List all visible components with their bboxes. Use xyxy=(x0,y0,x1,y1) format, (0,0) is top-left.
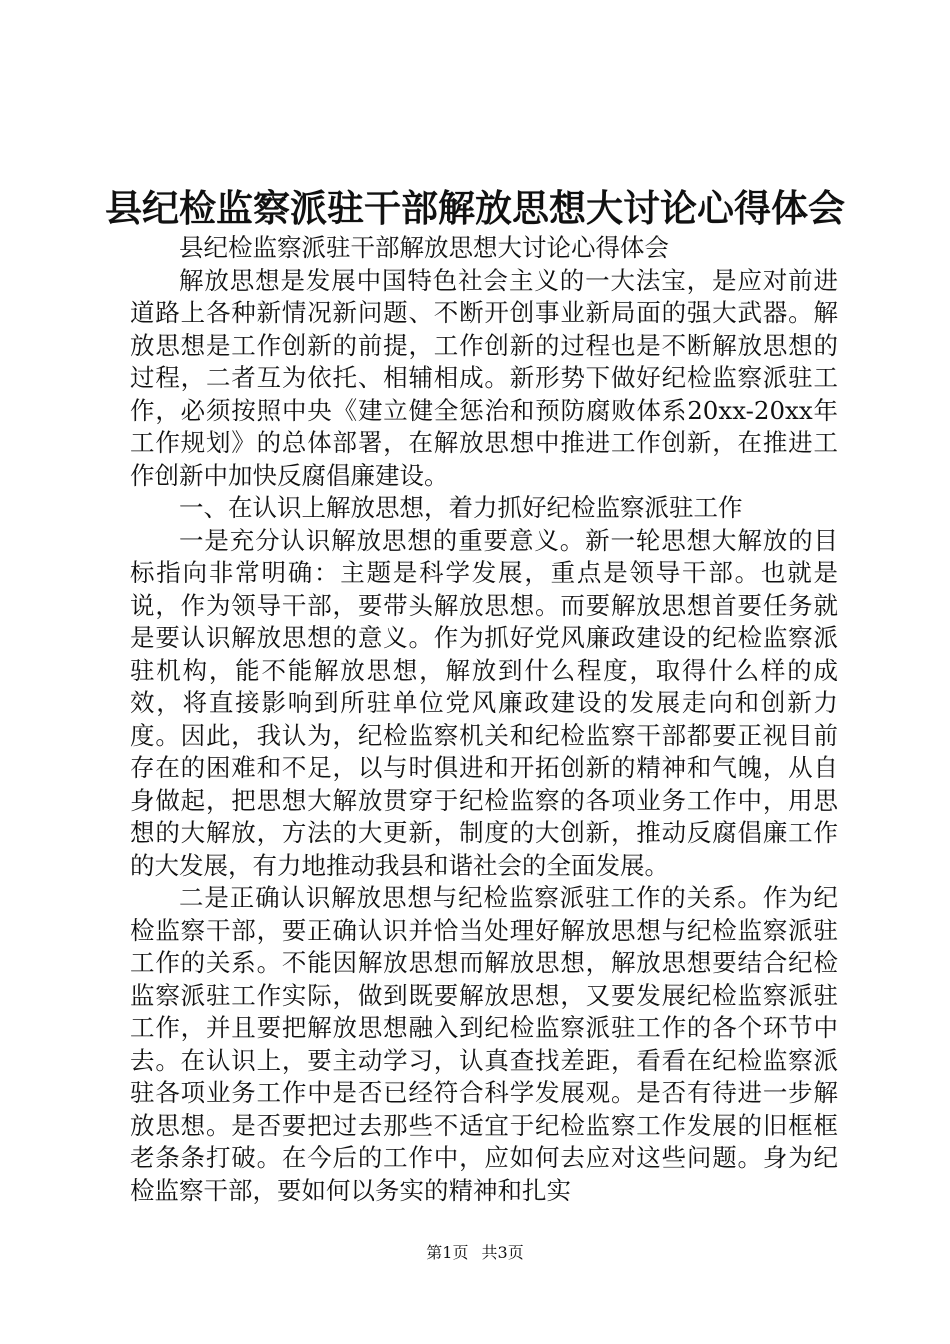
document-body xyxy=(130,232,838,1207)
page-title: 县纪检监察派驻干部解放思想大讨论心得体会 xyxy=(105,186,845,230)
body-paragraph: 二是正确认识解放思想与纪检监察派驻工作的关系。作为纪检监察干部，要正确认识并恰当处理好解放思想与纪检监察派驻工作的关系。不能因解放思想而解放思想，解放思想要结合纪检监察派驻工作实际，做到既要解放思想，又要发展纪检监察派驻工作，并且要把解放思想融入到纪检监察派驻工作的各个环节中去。在认识上，要主动学习，认真查找差距，看看在纪检监察派驻各项业务工作中是否已经符合科学发展观。是否有待进一步解放思想。是否要把过去那些不适宜于纪检监察工作发展的旧框框老条条打破。在今后的工作中，应如何去应对这些问题。身为纪检监察干部，要如何以务实的精神和扎实 xyxy=(130,883,838,1205)
page-total: 共3页 xyxy=(481,1243,524,1262)
page-number: 第1页 xyxy=(426,1243,469,1262)
subtitle-paragraph: 县纪检监察派驻干部解放思想大讨论心得体会 xyxy=(179,233,669,262)
section-heading: 一、在认识上解放思想，着力抓好纪检监察派驻工作 xyxy=(179,493,743,522)
page-footer xyxy=(0,1243,950,1263)
body-paragraph: 解放思想是发展中国特色社会主义的一大法宝，是应对前进道路上各种新情况新问题、不断开创事业新局面的强大武器。解放思想是工作创新的前提，工作创新的过程也是不断解放思想的过程，二者互为依托、相辅相成。新形势下做好纪检监察派驻工作，必须按照中央《建立健全惩治和预防腐败体系20xx-20xx年工作规划》的总体部署，在解放思想中推进工作创新，在推进工作创新中加快反腐倡廉建设。 xyxy=(130,265,838,490)
body-paragraph: 一是充分认识解放思想的重要意义。新一轮思想大解放的目标指向非常明确：主题是科学发展，重点是领导干部。也就是说，作为领导干部，要带头解放思想。而要解放思想首要任务就是要认识解放思想的意义。作为抓好党风廉政建设的纪检监察派驻机构，能不能解放思想，解放到什么程度，取得什么样的成效，将直接影响到所驻单位党风廉政建设的发展走向和创新力度。因此，我认为，纪检监察机关和纪检监察干部都要正视目前存在的困难和不足，以与时俱进和开拓创新的精神和气魄，从自身做起，把思想大解放贯穿于纪检监察的各项业务工作中，用思想的大解放，方法的大更新，制度的大创新，推动反腐倡廉工作的大发展，有力地推动我县和谐社会的全面发展。 xyxy=(130,525,838,880)
